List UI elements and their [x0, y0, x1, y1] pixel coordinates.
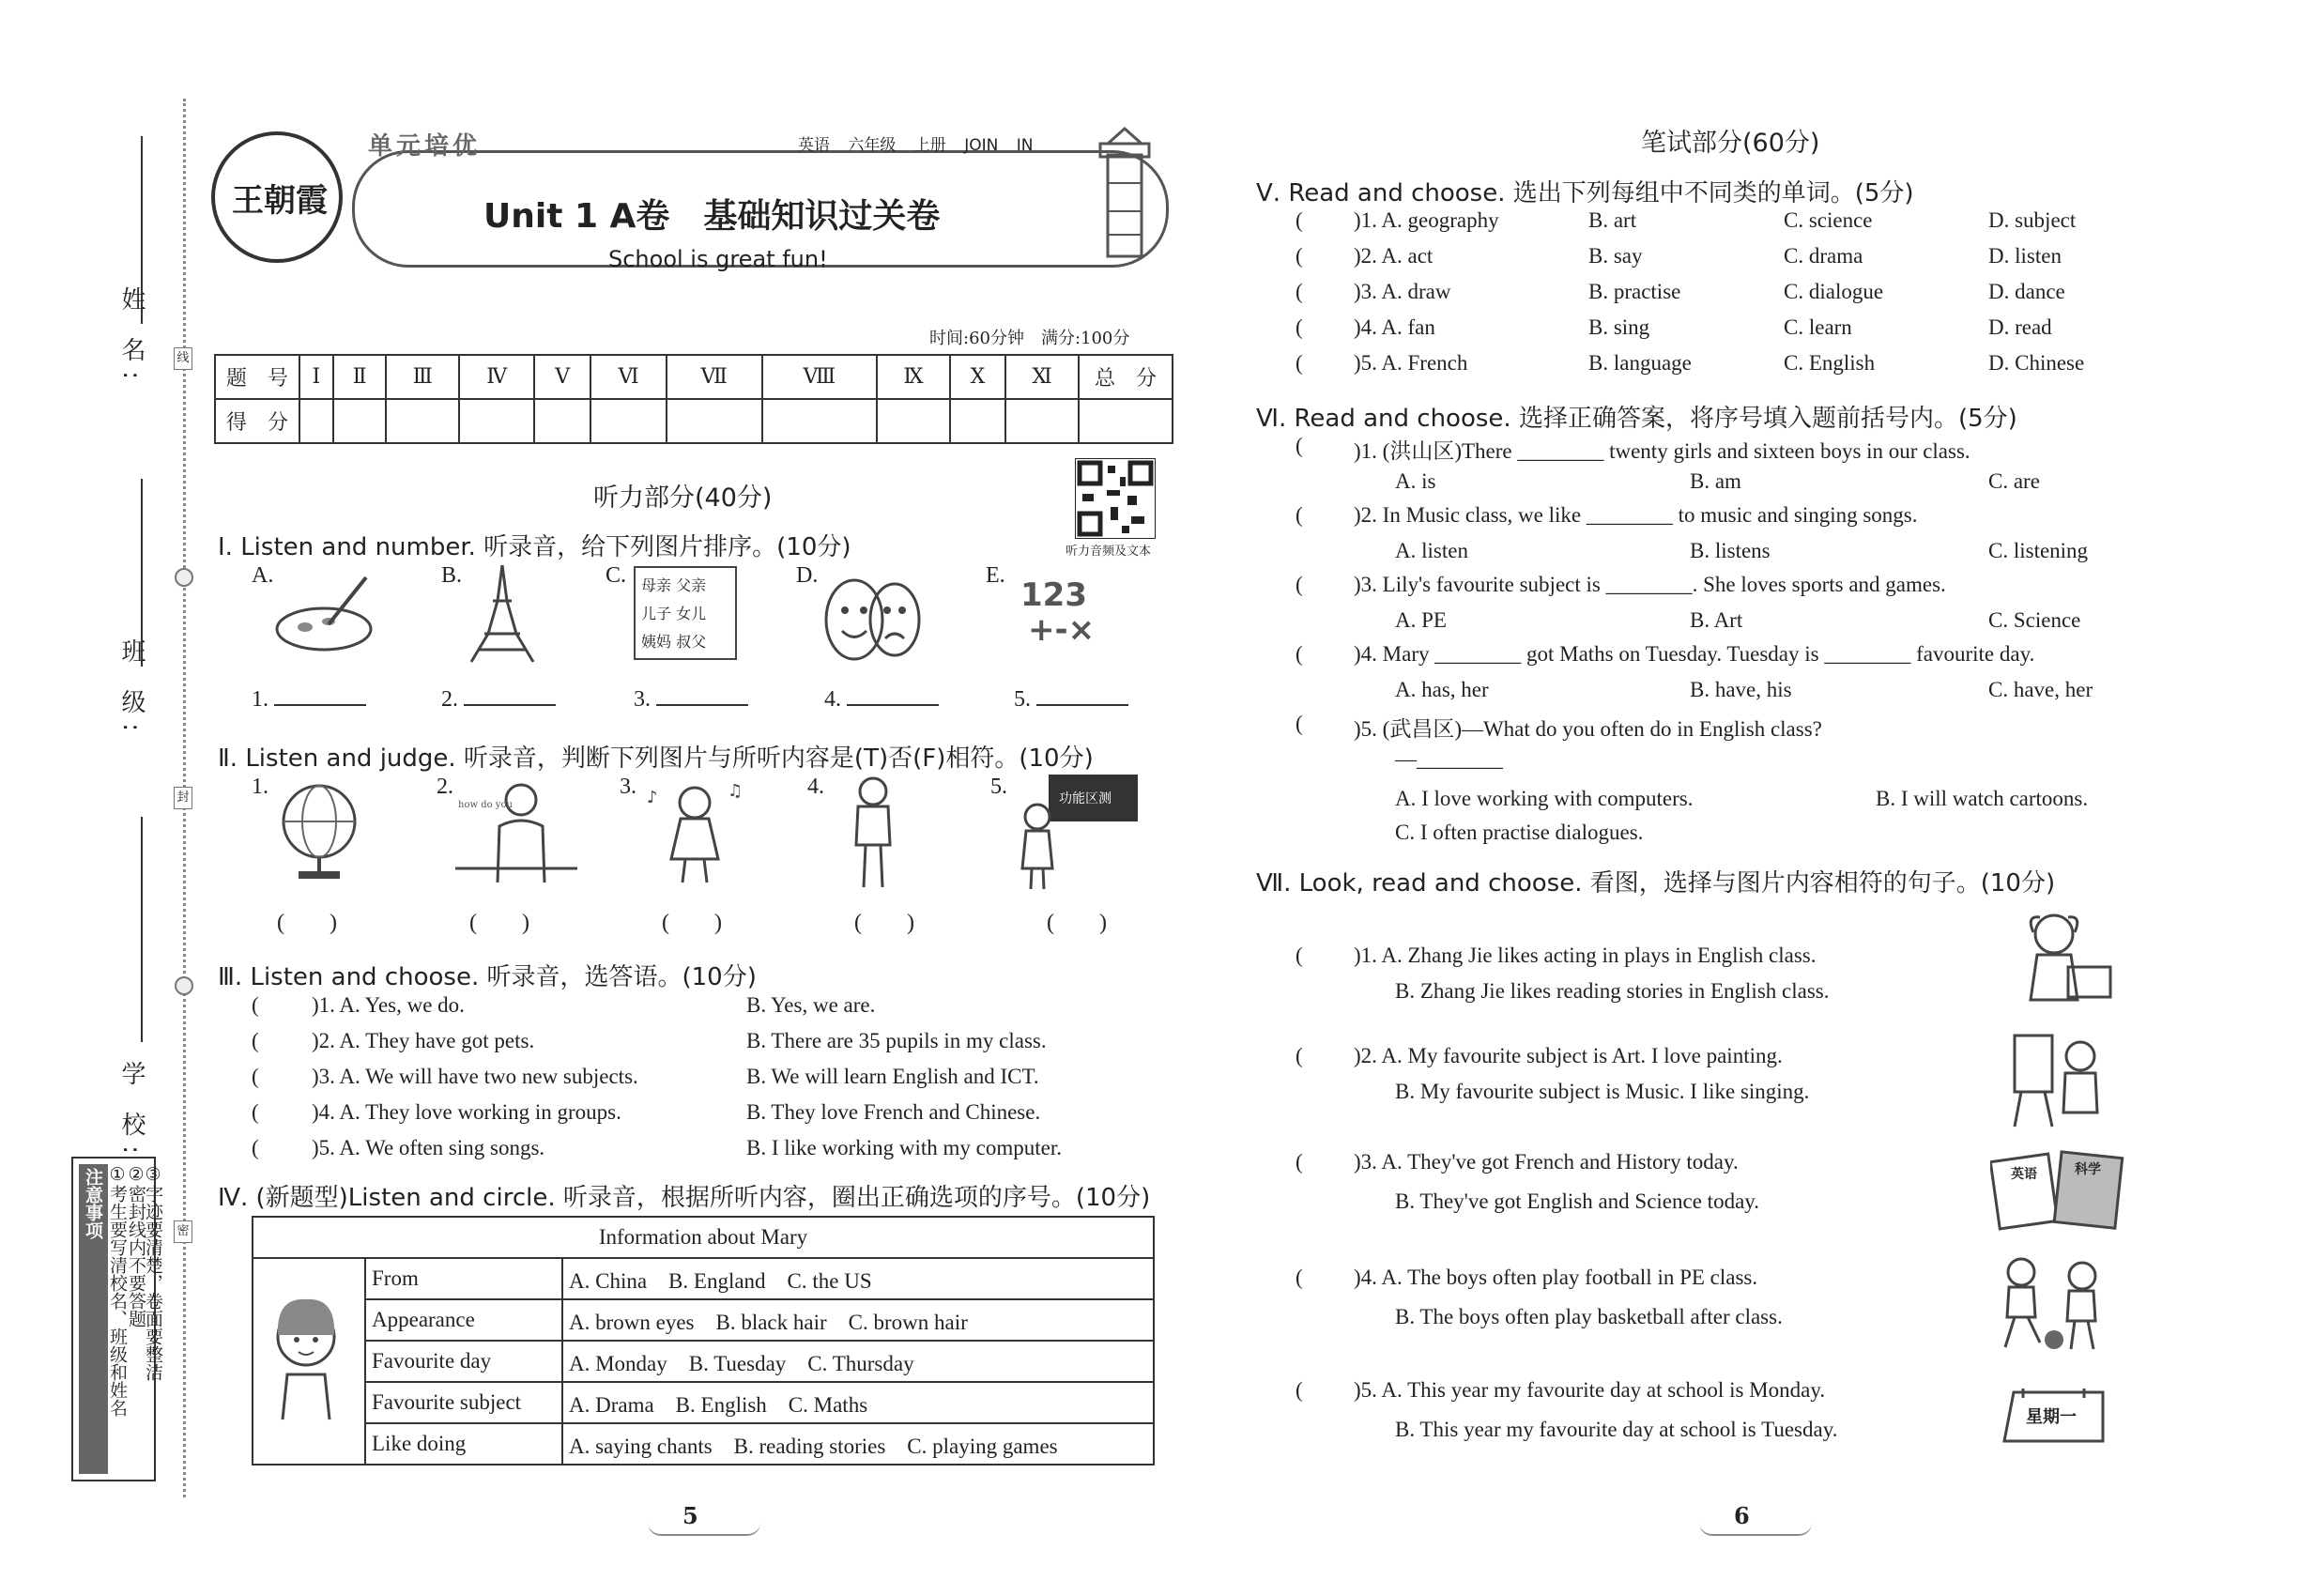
- notes-item: ②密封线内不要答题: [126, 1164, 146, 1327]
- score-header-cell: Ⅰ: [299, 355, 333, 399]
- subject-info: 英语 六年级 上册 JOIN IN: [798, 136, 1034, 155]
- sentence-option-a: )4. A. The boys often play football in PE class.: [1354, 1266, 1758, 1289]
- item-number: 5.: [990, 775, 1007, 799]
- page-subtitle: School is great fun!: [608, 246, 828, 272]
- answer-paren-open[interactable]: (: [1296, 244, 1303, 268]
- word-option: D. read: [1988, 315, 2052, 339]
- sentence-option-a: )1. A. Zhang Jie likes acting in plays in English class.: [1354, 944, 1817, 967]
- name-label: 姓 名:: [117, 286, 146, 390]
- sentence-option-b: B. This year my favourite day at school is Tuesday.: [1395, 1418, 1838, 1441]
- question-option-a: )1. A. Yes, we do.: [312, 993, 465, 1017]
- school-blank[interactable]: [141, 817, 143, 1042]
- choice-option: B. I will watch cartoons.: [1876, 787, 2089, 810]
- answer-paren-open[interactable]: (: [1296, 434, 1303, 457]
- option-letter: D.: [796, 563, 819, 588]
- qr-code-icon[interactable]: [1075, 458, 1156, 539]
- answer-paren-open[interactable]: (: [1296, 503, 1303, 527]
- number-label: 1.: [252, 687, 268, 712]
- question-option-a: )3. A. We will have two new subjects.: [312, 1065, 638, 1088]
- number-blank[interactable]: [441, 687, 556, 713]
- section-1-title: Ⅰ. Listen and number. 听录音，给下列图片排序。(10分): [218, 533, 851, 561]
- sentence-option-b: B. They've got English and Science today.: [1395, 1189, 1760, 1213]
- section-2-title: Ⅱ. Listen and judge. 听录音，判断下列图片与所听内容是(T)否(F)相符。(10分): [218, 744, 1094, 773]
- answer-paren-open[interactable]: (: [1296, 642, 1303, 666]
- question-option-b: B. There are 35 pupils in my class.: [746, 1029, 1047, 1052]
- question-text: )4. Mary ________ got Maths on Tuesday. Tuesday is ________ favourite day.: [1354, 642, 2035, 666]
- girl-reading-icon: [2016, 906, 2120, 1009]
- notes-item: ①考生要写清校名、班级和姓名: [107, 1164, 128, 1417]
- choice-option: A. is: [1395, 469, 1436, 493]
- page-ornament: [1699, 1523, 1812, 1536]
- answer-paren-open[interactable]: (: [1296, 351, 1303, 375]
- answer-paren-open[interactable]: (: [252, 1100, 259, 1124]
- family-word: 儿子: [641, 605, 672, 622]
- qr-caption: 听力音频及文本: [1066, 545, 1152, 559]
- word-option: D. subject: [1988, 208, 2077, 232]
- textbooks-icon: [1990, 1150, 2126, 1235]
- school-label: 学 校:: [117, 1061, 146, 1164]
- choice-option: C. are: [1988, 469, 2040, 493]
- section-5-title: Ⅴ. Read and choose. 选出下列每组中不同类的单词。(5分): [1256, 179, 1914, 207]
- answer-paren[interactable]: ( ): [662, 911, 722, 935]
- choice-option: C. I often practise dialogues.: [1395, 821, 1644, 844]
- binding-mark-secret: 密: [174, 1220, 192, 1243]
- info-key: From: [365, 1258, 562, 1299]
- page-number-right: 6: [1734, 1502, 1750, 1529]
- answer-paren-open[interactable]: (: [1296, 315, 1303, 339]
- choice-option: C. listening: [1988, 539, 2089, 562]
- score-header-cell: Ⅳ: [459, 355, 534, 399]
- choice-option: C. have, her: [1988, 678, 2093, 701]
- number-blank[interactable]: [252, 687, 366, 713]
- girl-portrait-icon: [259, 1288, 353, 1429]
- answer-paren[interactable]: ( ): [277, 911, 337, 935]
- score-header-cell: Ⅷ: [762, 355, 878, 399]
- answer-paren-open[interactable]: (: [1296, 1044, 1303, 1067]
- sentence-option-a: )5. A. This year my favourite day at school is Monday.: [1354, 1378, 1826, 1402]
- item-number: 4.: [807, 775, 824, 799]
- word-option: D. dance: [1988, 280, 2065, 303]
- score-header-cell: Ⅸ: [877, 355, 950, 399]
- question-option-a: )2. A. They have got pets.: [312, 1029, 535, 1052]
- choice-option: A. listen: [1395, 539, 1468, 562]
- svg-text:♫: ♫: [728, 781, 744, 801]
- notes-item: ③字迹要清楚，卷面要整洁: [143, 1164, 163, 1381]
- item-number: 2.: [437, 775, 453, 799]
- option-letter: E.: [986, 563, 1005, 588]
- sentence-option-b: B. The boys often play basketball after class.: [1395, 1305, 1783, 1328]
- name-blank[interactable]: [141, 136, 143, 324]
- answer-paren-open[interactable]: (: [252, 1065, 259, 1088]
- book-label: 英语: [2011, 1167, 2037, 1182]
- word-option: B. language: [1588, 351, 1692, 375]
- section-4-title: Ⅳ. (新题型)Listen and circle. 听录音，根据所听内容，圈出正确选项的序号。(10分): [218, 1184, 1151, 1212]
- info-key: Favourite subject: [365, 1382, 562, 1423]
- girl-portrait-cell: [253, 1258, 365, 1465]
- score-cell[interactable]: [333, 399, 387, 443]
- score-cell[interactable]: [299, 399, 333, 443]
- section-7-title: Ⅶ. Look, read and choose. 看图，选择与图片内容相符的句子。(10分): [1256, 869, 2056, 898]
- dialogue-blank[interactable]: —________: [1395, 747, 1503, 771]
- binding-hole-icon: [175, 568, 193, 587]
- section-6-title: Ⅵ. Read and choose. 选择正确答案，将序号填入题前括号内。(5分): [1256, 405, 2017, 433]
- family-word-card: [634, 566, 737, 660]
- family-word: 女儿: [676, 605, 707, 622]
- mary-info-table: [252, 1216, 1155, 1466]
- book-label: 科学: [2075, 1162, 2101, 1177]
- boys-football-icon: [1988, 1253, 2120, 1352]
- word-option: B. art: [1588, 208, 1637, 232]
- score-header-cell: Ⅴ: [534, 355, 590, 399]
- item-number: 3.: [620, 775, 636, 799]
- answer-paren-open[interactable]: (: [1296, 208, 1303, 232]
- family-word: 叔父: [676, 633, 707, 651]
- question-option-b: B. We will learn English and ICT.: [746, 1065, 1039, 1088]
- word-option: B. sing: [1588, 315, 1650, 339]
- score-cell[interactable]: [950, 399, 1005, 443]
- number-label: 3.: [634, 687, 651, 712]
- page-number-left: 5: [682, 1502, 698, 1529]
- boy-painting-icon: [2007, 1028, 2110, 1131]
- info-key: Favourite day: [365, 1341, 562, 1382]
- numbers-math-icon: [1019, 573, 1103, 648]
- number-blank[interactable]: [824, 687, 939, 713]
- score-header-cell: Ⅱ: [333, 355, 387, 399]
- logo-text: 王朝霞: [232, 182, 328, 220]
- section-3-title: Ⅲ. Listen and choose. 听录音，选答语。(10分): [218, 963, 757, 991]
- question-option-a: )4. A. They love working in groups.: [312, 1100, 621, 1124]
- number-label: 4.: [824, 687, 841, 712]
- answer-paren-open[interactable]: (: [1296, 944, 1303, 967]
- answer-paren-open[interactable]: (: [1296, 573, 1303, 596]
- question-option-b: B. They love French and Chinese.: [746, 1100, 1041, 1124]
- listening-section-title: 听力部分(40分): [593, 483, 773, 513]
- choice-option: B. listens: [1690, 539, 1771, 562]
- score-cell[interactable]: [1005, 399, 1079, 443]
- info-key: Like doing: [365, 1423, 562, 1465]
- page-ornament: [648, 1523, 760, 1536]
- question-option-b: B. Yes, we are.: [746, 993, 876, 1017]
- calendar-text: 星期一: [2026, 1407, 2077, 1427]
- answer-paren-open[interactable]: (: [252, 1136, 259, 1159]
- number-label: 5.: [1014, 687, 1031, 712]
- sentence-option-b: B. Zhang Jie likes reading stories in English class.: [1395, 979, 1830, 1003]
- number-blank[interactable]: [634, 687, 748, 713]
- word-option: )4. A. fan: [1354, 315, 1435, 339]
- lighthouse-icon: [1080, 127, 1169, 263]
- writing-section-title: 笔试部分(60分): [1641, 129, 1820, 158]
- info-key: Appearance: [365, 1299, 562, 1341]
- question-option-b: B. I like working with my computer.: [746, 1136, 1063, 1159]
- singing-girl-icon: [643, 779, 746, 887]
- globe-icon: [272, 779, 366, 882]
- score-header-cell: 题 号: [215, 355, 299, 399]
- blackboard-text: 功能区测: [1059, 791, 1112, 806]
- class-label: 班 级:: [117, 638, 146, 742]
- score-header-cell: Ⅺ: [1005, 355, 1079, 399]
- faces-icon: [821, 573, 925, 662]
- score-header-cell: Ⅲ: [386, 355, 459, 399]
- svg-text:♪: ♪: [647, 788, 658, 807]
- number-label: 2.: [441, 687, 458, 712]
- binding-mark-line: 线: [174, 347, 192, 370]
- score-cell[interactable]: [386, 399, 459, 443]
- answer-paren-open[interactable]: (: [1296, 712, 1303, 735]
- score-cell[interactable]: [877, 399, 950, 443]
- family-word: 母亲: [641, 576, 672, 594]
- answer-paren-open[interactable]: (: [252, 1029, 259, 1052]
- answer-paren[interactable]: ( ): [854, 911, 914, 935]
- item-number: 1.: [252, 775, 268, 799]
- score-cell[interactable]: [590, 399, 667, 443]
- question-text: )1. (洪山区)There ________ twenty girls and sixteen boys in our class.: [1354, 439, 1970, 463]
- score-cell[interactable]: [459, 399, 534, 443]
- answer-paren-open[interactable]: (: [252, 993, 259, 1017]
- answer-paren-open[interactable]: (: [1296, 1150, 1303, 1174]
- svg-text:123: 123: [1020, 576, 1087, 614]
- answer-paren-open[interactable]: (: [1296, 1266, 1303, 1289]
- choice-option: B. have, his: [1690, 678, 1792, 701]
- answer-paren[interactable]: ( ): [1047, 911, 1107, 935]
- eiffel-tower-icon: [460, 563, 544, 667]
- series-tag: 单元培优: [368, 132, 482, 161]
- answer-paren-open[interactable]: (: [1296, 1378, 1303, 1402]
- info-options[interactable]: A. Drama B. English C. Maths: [562, 1382, 1154, 1423]
- publisher-logo: [211, 131, 343, 263]
- answer-paren-open[interactable]: (: [1296, 280, 1303, 303]
- notes-box: [71, 1157, 163, 1481]
- score-header-cell: 总 分: [1079, 355, 1173, 399]
- sentence-option-a: )3. A. They've got French and History today.: [1354, 1150, 1739, 1174]
- number-blank[interactable]: [1014, 687, 1128, 713]
- word-option: )1. A. geography: [1354, 208, 1499, 232]
- word-option: C. learn: [1784, 315, 1852, 339]
- choice-option: A. PE: [1395, 608, 1447, 632]
- score-row-label: 得 分: [215, 399, 299, 443]
- word-option: B. say: [1588, 244, 1643, 268]
- word-option: C. English: [1784, 351, 1876, 375]
- boy-icon: [836, 775, 911, 892]
- class-blank[interactable]: [141, 479, 143, 667]
- info-options[interactable]: A. brown eyes B. black hair C. brown hair: [562, 1299, 1154, 1341]
- score-cell[interactable]: [1079, 399, 1173, 443]
- option-letter: B.: [441, 563, 463, 588]
- word-option: )5. A. French: [1354, 351, 1468, 375]
- binding-hole-icon: [175, 976, 193, 995]
- choice-option: C. Science: [1988, 608, 2081, 632]
- word-option: B. practise: [1588, 280, 1681, 303]
- info-options[interactable]: A. saying chants B. reading stories C. playing games: [562, 1423, 1154, 1465]
- word-option: C. dialogue: [1784, 280, 1884, 303]
- choice-option: B. am: [1690, 469, 1741, 493]
- score-header-cell: Ⅶ: [667, 355, 762, 399]
- binding-mark-seal: 封: [174, 787, 192, 809]
- teacher-icon: [451, 779, 582, 892]
- score-cell[interactable]: [762, 399, 878, 443]
- word-option: C. science: [1784, 208, 1873, 232]
- info-options[interactable]: A. China B. England C. the US: [562, 1258, 1154, 1299]
- score-header-cell: Ⅹ: [950, 355, 1005, 399]
- family-word: 父亲: [676, 576, 707, 594]
- score-cell[interactable]: [534, 399, 590, 443]
- word-option: D. Chinese: [1988, 351, 2085, 375]
- question-option-a: )5. A. We often sing songs.: [312, 1136, 545, 1159]
- info-options[interactable]: A. Monday B. Tuesday C. Thursday: [562, 1341, 1154, 1382]
- choice-option: A. I love working with computers.: [1395, 787, 1694, 810]
- word-option: )2. A. act: [1354, 244, 1434, 268]
- palette-icon: [272, 573, 380, 657]
- choice-option: B. Art: [1690, 608, 1743, 632]
- word-option: )3. A. draw: [1354, 280, 1451, 303]
- score-cell[interactable]: [667, 399, 762, 443]
- question-text: )5. (武昌区)—What do you often do in English class?: [1354, 717, 1822, 741]
- word-option: D. listen: [1988, 244, 2062, 268]
- option-letter: A.: [252, 563, 274, 588]
- sentence-option-a: )2. A. My favourite subject is Art. I love painting.: [1354, 1044, 1783, 1067]
- svg-text:+-×: +-×: [1028, 611, 1096, 648]
- choice-option: A. has, her: [1395, 678, 1489, 701]
- info-table-title: Information about Mary: [253, 1217, 1154, 1258]
- question-text: )2. In Music class, we like ________ to music and singing songs.: [1354, 503, 1918, 527]
- family-word: 姨妈: [641, 633, 672, 651]
- svg-text:how do you: how do you: [458, 800, 513, 810]
- question-text: )3. Lily's favourite subject is ________. She loves sports and games.: [1354, 573, 1946, 596]
- notes-title: 注意事项: [79, 1164, 108, 1474]
- score-header-cell: Ⅵ: [590, 355, 667, 399]
- score-table: [214, 354, 1173, 444]
- word-option: C. drama: [1784, 244, 1863, 268]
- sentence-option-b: B. My favourite subject is Music. I like singing.: [1395, 1080, 1810, 1103]
- answer-paren[interactable]: ( ): [469, 911, 529, 935]
- page-title: Unit 1 A卷 基础知识过关卷: [483, 197, 941, 236]
- option-letter: C.: [606, 563, 627, 588]
- time-score-info: 时间:60分钟 满分:100分: [929, 329, 1130, 348]
